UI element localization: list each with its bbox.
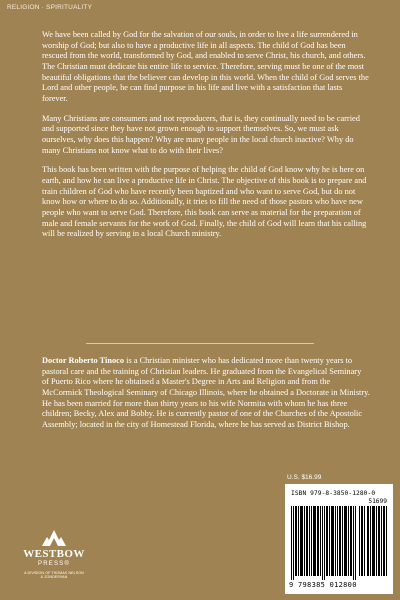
barcode-number: 9 798385 012800 (289, 581, 357, 589)
description-paragraph: We have been called by God for the salvation of our souls, in order to live a life surrendered in worship of God; but also to have a productive life in all aspects. The child of God has been rescued from the world, transformed by God, and enabled to serve Christ, his church, and others. The Christian must dedicate his entire life to service. Therefore, serving must be one of the most beautiful obligations that the believer can develop in this world. When the child of God serves the Lord and other people, he can find purpose in his life and live with a satisfaction that lasts forever. (42, 30, 369, 104)
arrow-emblem-icon (16, 528, 92, 548)
section-divider (86, 343, 314, 344)
isbn-label: ISBN 979-8-3850-1280-0 (291, 490, 376, 497)
publisher-tagline-line: & ZONDERVAN (40, 575, 68, 580)
isbn-barcode (285, 484, 393, 594)
publisher-name: WESTBOW (23, 548, 85, 560)
publisher-press: PRESS® (38, 561, 70, 567)
category-label: RELIGION · SPIRITUALITY (7, 4, 93, 11)
author-name: Doctor Roberto Tinoco (42, 356, 125, 365)
barcode-bars-icon (291, 506, 357, 580)
publisher-tagline (16, 571, 92, 580)
price-label: U.S. $16.99 (287, 474, 322, 481)
back-cover-description (42, 30, 370, 249)
description-paragraph: Many Christians are consumers and not reproducers, that is, they continually need to be carried and supported since they have not grown enough to support themselves. So, we must ask ourselves, why does this happen? Why are many people in the local church inactive? Why do many Christians not know what to do with their lives? (42, 113, 360, 155)
price-code: 51699 (368, 498, 387, 505)
description-paragraph: This book has been written with the purpose of helping the child of God know why he is here on earth, and how he can live a productive life in Christ. The objective of this book is to prepare and train children of God who have recently been baptized and who want to serve God, but do not know how or where to do so. Additionally, it tries to fill the need of those pastors who have new people who want to serve God. Therefore, this book can serve as material for the preparation of male and female servants for the work of God. Finally, the child of God will learn that his calling will be realized by serving in a local Church ministry. (42, 165, 367, 239)
publisher-tagline-line: A DIVISION OF THOMAS NELSON (24, 571, 84, 575)
author-bio-text: is a Christian minister who has dedicated more than twenty years to pastoral care and the training of Christian leaders. He graduated from the Evangelical Seminary of Puerto Rico where he obtained a Master's Degree in Arts and Religion and from the McCormick Theological Seminary of Chicago Illinois, where he obtained a Doctorate in Ministry. He has been married for more than thirty years to his wife Normita with whom he has three children; Becky, Alex and Bobby. He is currently pastor of one of the Churches of the Apostolic Assembly; located in the city of Homestead Florida, where he has served as District Bishop. (42, 356, 370, 430)
addon-barcode-bars-icon (359, 506, 387, 576)
author-bio (42, 356, 370, 431)
publisher-logo (16, 528, 92, 588)
